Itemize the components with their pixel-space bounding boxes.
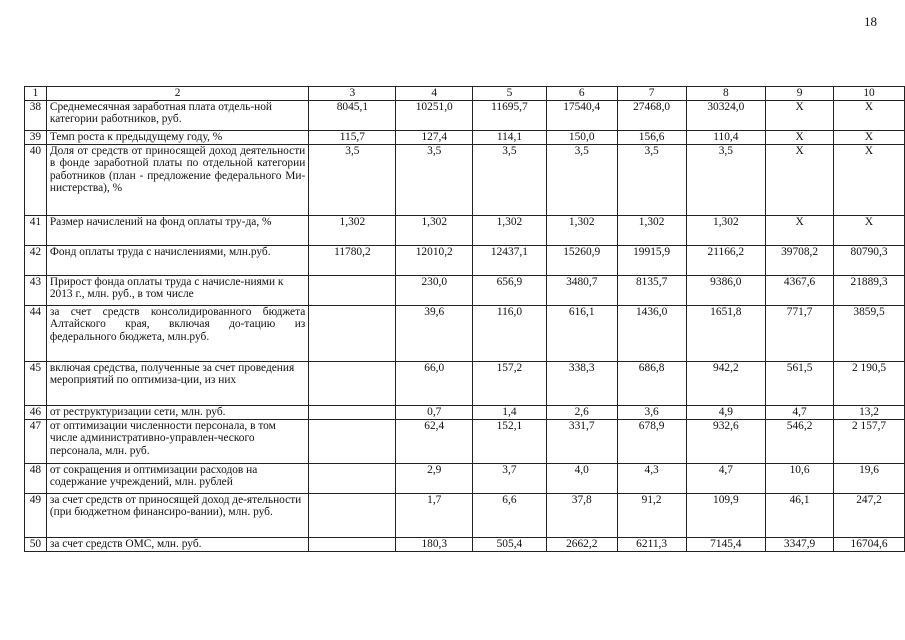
value-cell: 1,4 xyxy=(473,406,547,420)
value-cell: 656,9 xyxy=(473,276,547,306)
value-cell: 180,3 xyxy=(396,538,473,552)
value-cell: 678,9 xyxy=(617,420,686,464)
row-number: 40 xyxy=(25,145,47,216)
value-cell: X xyxy=(834,216,905,246)
value-cell: 91,2 xyxy=(617,494,686,538)
value-cell: X xyxy=(766,145,834,216)
value-cell: 0,7 xyxy=(396,406,473,420)
row-number: 44 xyxy=(25,306,47,362)
value-cell: 1,302 xyxy=(396,216,473,246)
row-label: за счет средств ОМС, млн. руб. xyxy=(46,538,308,552)
row-label: за счет средств консолидированного бюджета Алтайского края, включая до-тацию из федерального бюджета, млн.руб. xyxy=(46,306,308,362)
value-cell: 13,2 xyxy=(834,406,905,420)
value-cell: 3,5 xyxy=(396,145,473,216)
row-number: 47 xyxy=(25,420,47,464)
table-row xyxy=(25,464,905,494)
value-cell: 21889,3 xyxy=(834,276,905,306)
value-cell: 6211,3 xyxy=(617,538,686,552)
column-header: 8 xyxy=(686,87,766,101)
column-header: 6 xyxy=(546,87,617,101)
value-cell: 62,4 xyxy=(396,420,473,464)
value-cell: X xyxy=(834,131,905,145)
value-cell: 6,6 xyxy=(473,494,547,538)
value-cell: 338,3 xyxy=(546,362,617,406)
value-cell: X xyxy=(834,145,905,216)
value-cell: 7145,4 xyxy=(686,538,766,552)
value-cell: 505,4 xyxy=(473,538,547,552)
value-cell: 3,6 xyxy=(617,406,686,420)
value-cell: 114,1 xyxy=(473,131,547,145)
value-cell: 4,9 xyxy=(686,406,766,420)
row-label: Среднемесячная заработная плата отдель-ной категории работников, руб. xyxy=(46,101,308,131)
value-cell: 331,7 xyxy=(546,420,617,464)
value-cell: 3,5 xyxy=(546,145,617,216)
data-table xyxy=(24,86,905,552)
value-cell: 157,2 xyxy=(473,362,547,406)
value-cell xyxy=(309,538,396,552)
column-header: 3 xyxy=(309,87,396,101)
value-cell: 932,6 xyxy=(686,420,766,464)
table-row xyxy=(25,306,905,362)
value-cell: 686,8 xyxy=(617,362,686,406)
table-row xyxy=(25,406,905,420)
value-cell: 4,0 xyxy=(546,464,617,494)
value-cell: 942,2 xyxy=(686,362,766,406)
column-header: 4 xyxy=(396,87,473,101)
table-row xyxy=(25,276,905,306)
table-row xyxy=(25,420,905,464)
table-row xyxy=(25,216,905,246)
value-cell: 1436,0 xyxy=(617,306,686,362)
value-cell xyxy=(309,464,396,494)
value-cell: 3,7 xyxy=(473,464,547,494)
value-cell: 247,2 xyxy=(834,494,905,538)
row-label: за счет средств от приносящей доход де-ятельности (при бюджетном финансиро-вании), млн. руб. xyxy=(46,494,308,538)
value-cell: 17540,4 xyxy=(546,101,617,131)
value-cell: 10,6 xyxy=(766,464,834,494)
value-cell: 3859,5 xyxy=(834,306,905,362)
value-cell xyxy=(309,362,396,406)
value-cell: X xyxy=(766,131,834,145)
column-header: 2 xyxy=(46,87,308,101)
value-cell: 21166,2 xyxy=(686,246,766,276)
table-row xyxy=(25,538,905,552)
column-header: 7 xyxy=(617,87,686,101)
value-cell: 2,9 xyxy=(396,464,473,494)
row-number: 49 xyxy=(25,494,47,538)
row-number: 42 xyxy=(25,246,47,276)
value-cell: 127,4 xyxy=(396,131,473,145)
value-cell xyxy=(309,420,396,464)
value-cell: 156,6 xyxy=(617,131,686,145)
table-row xyxy=(25,362,905,406)
value-cell: 80790,3 xyxy=(834,246,905,276)
value-cell: 19915,9 xyxy=(617,246,686,276)
value-cell: 37,8 xyxy=(546,494,617,538)
page-number: 18 xyxy=(864,14,877,29)
value-cell: 546,2 xyxy=(766,420,834,464)
value-cell: 27468,0 xyxy=(617,101,686,131)
table-row xyxy=(25,494,905,538)
value-cell xyxy=(309,494,396,538)
value-cell: 4,3 xyxy=(617,464,686,494)
value-cell xyxy=(309,276,396,306)
value-cell: 2 157,7 xyxy=(834,420,905,464)
value-cell: 4367,6 xyxy=(766,276,834,306)
row-label: Размер начислений на фонд оплаты тру-да, % xyxy=(46,216,308,246)
value-cell: X xyxy=(766,216,834,246)
value-cell: 30324,0 xyxy=(686,101,766,131)
value-cell: 12010,2 xyxy=(396,246,473,276)
value-cell: 19,6 xyxy=(834,464,905,494)
value-cell: 3347,9 xyxy=(766,538,834,552)
row-label: от оптимизации численности персонала, в том числе административно-управлен-ческого персонала, млн. руб. xyxy=(46,420,308,464)
value-cell: 616,1 xyxy=(546,306,617,362)
value-cell: 110,4 xyxy=(686,131,766,145)
value-cell: 1,7 xyxy=(396,494,473,538)
value-cell: 3480,7 xyxy=(546,276,617,306)
row-number: 43 xyxy=(25,276,47,306)
value-cell: 66,0 xyxy=(396,362,473,406)
value-cell: X xyxy=(766,101,834,131)
table-row xyxy=(25,246,905,276)
value-cell: 2 190,5 xyxy=(834,362,905,406)
row-label: от реструктуризации сети, млн. руб. xyxy=(46,406,308,420)
value-cell: 11780,2 xyxy=(309,246,396,276)
row-number: 39 xyxy=(25,131,47,145)
value-cell: 8135,7 xyxy=(617,276,686,306)
table-row xyxy=(25,101,905,131)
column-header: 1 xyxy=(25,87,47,101)
value-cell: 109,9 xyxy=(686,494,766,538)
column-header: 9 xyxy=(766,87,834,101)
value-cell: 3,5 xyxy=(686,145,766,216)
value-cell: 4,7 xyxy=(686,464,766,494)
row-number: 41 xyxy=(25,216,47,246)
row-label: Доля от средств от приносящей доход деятельности в фонде заработной платы по отдельной категории работников (план - предложение федерального Ми-нистерства), % xyxy=(46,145,308,216)
value-cell: 15260,9 xyxy=(546,246,617,276)
value-cell xyxy=(309,306,396,362)
table-row xyxy=(25,145,905,216)
value-cell: 1,302 xyxy=(686,216,766,246)
row-label: Фонд оплаты труда с начислениями, млн.руб. xyxy=(46,246,308,276)
value-cell: 39708,2 xyxy=(766,246,834,276)
column-header: 5 xyxy=(473,87,547,101)
value-cell: X xyxy=(834,101,905,131)
column-header: 10 xyxy=(834,87,905,101)
value-cell: 1,302 xyxy=(473,216,547,246)
value-cell: 116,0 xyxy=(473,306,547,362)
value-cell: 561,5 xyxy=(766,362,834,406)
row-label: включая средства, полученные за счет проведения мероприятий по оптимиза-ции, из них xyxy=(46,362,308,406)
table-header-row xyxy=(25,87,905,101)
value-cell: 152,1 xyxy=(473,420,547,464)
row-label: Темп роста к предыдущему году, % xyxy=(46,131,308,145)
value-cell: 11695,7 xyxy=(473,101,547,131)
value-cell: 10251,0 xyxy=(396,101,473,131)
value-cell: 115,7 xyxy=(309,131,396,145)
value-cell xyxy=(309,406,396,420)
value-cell: 8045,1 xyxy=(309,101,396,131)
value-cell: 771,7 xyxy=(766,306,834,362)
row-number: 46 xyxy=(25,406,47,420)
value-cell: 16704,6 xyxy=(834,538,905,552)
value-cell: 46,1 xyxy=(766,494,834,538)
value-cell: 3,5 xyxy=(473,145,547,216)
row-label: Прирост фонда оплаты труда с начисле-ниями к 2013 г., млн. руб., в том числе xyxy=(46,276,308,306)
row-number: 48 xyxy=(25,464,47,494)
value-cell: 4,7 xyxy=(766,406,834,420)
value-cell: 230,0 xyxy=(396,276,473,306)
value-cell: 3,5 xyxy=(617,145,686,216)
value-cell: 1,302 xyxy=(617,216,686,246)
value-cell: 2662,2 xyxy=(546,538,617,552)
value-cell: 1,302 xyxy=(546,216,617,246)
row-number: 38 xyxy=(25,101,47,131)
value-cell: 3,5 xyxy=(309,145,396,216)
value-cell: 1651,8 xyxy=(686,306,766,362)
value-cell: 2,6 xyxy=(546,406,617,420)
row-number: 50 xyxy=(25,538,47,552)
row-label: от сокращения и оптимизации расходов на содержание учреждений, млн. рублей xyxy=(46,464,308,494)
value-cell: 150,0 xyxy=(546,131,617,145)
value-cell: 1,302 xyxy=(309,216,396,246)
value-cell: 39,6 xyxy=(396,306,473,362)
table-row xyxy=(25,131,905,145)
value-cell: 12437,1 xyxy=(473,246,547,276)
row-number: 45 xyxy=(25,362,47,406)
value-cell: 9386,0 xyxy=(686,276,766,306)
